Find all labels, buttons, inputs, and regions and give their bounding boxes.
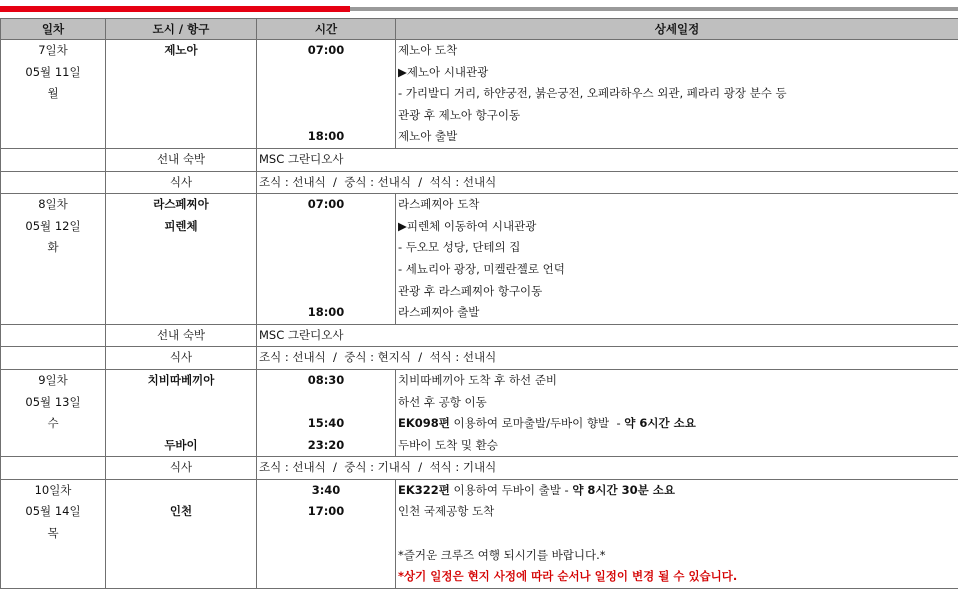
day7-city-cell [106, 40, 257, 149]
day8-main-row [1, 194, 958, 325]
weekday-label: 수 [47, 416, 59, 431]
detail-text: 이용하여 두바이 출발 - [449, 482, 573, 497]
detail-text: 이용하여 로마출발/두바이 향발 - [453, 416, 625, 431]
day-label: 7일차 [38, 43, 68, 57]
time-label [259, 237, 393, 259]
time-label: 3:40 [311, 482, 341, 497]
day7-meal-row [1, 171, 958, 194]
red-bar-segment [0, 6, 350, 12]
day9-detail-cell [396, 369, 958, 456]
stay-value: MSC 그란디오사 [257, 324, 958, 347]
empty-cell [1, 171, 106, 194]
flight-duration: 약 6시간 소요 [624, 416, 696, 431]
detail-line [398, 480, 956, 502]
meal-value: 조식 : 선내식 / 중식 : 선내식 / 석식 : 선내식 [257, 171, 958, 194]
meal-value: 조식 : 선내식 / 중식 : 기내식 / 석식 : 기내식 [257, 457, 958, 480]
detail-line: ▶제노아 시내관광 [398, 64, 489, 79]
day-label: 9일차 [38, 372, 68, 387]
day7-main-row [1, 40, 958, 149]
detail-line: - 가리발디 거리, 하얀궁전, 붉은궁전, 오페라하우스 외관, 페라리 광장 분수 등 [398, 86, 787, 101]
flight-duration: 약 8시간 30분 소요 [572, 482, 675, 497]
city-label: 두바이 [164, 437, 198, 452]
time-label [259, 83, 393, 105]
detail-line: 치비따베끼아 도착 후 하선 준비 [398, 372, 558, 387]
day8-city-cell [106, 194, 257, 325]
date-label: 05월 14일 [25, 504, 81, 519]
detail-line: 관광 후 라스페찌아 항구이동 [398, 283, 543, 298]
flight-number: EK322편 [398, 482, 450, 497]
stay-label: 선내 숙박 [106, 324, 257, 347]
itinerary-table [0, 18, 958, 589]
day9-main-row [1, 369, 958, 456]
detail-line: 하선 후 공항 이동 [398, 394, 487, 409]
empty-cell [1, 457, 106, 480]
day10-city-cell [106, 479, 257, 588]
day9-time-cell [257, 369, 396, 456]
day10-time-cell [257, 479, 396, 588]
gray-bar-segment [350, 7, 958, 11]
day-label: 10일차 [34, 482, 72, 497]
header-day: 일차 [1, 19, 106, 40]
day10-detail-cell [396, 479, 958, 588]
time-label: 08:30 [307, 372, 345, 387]
city-label: 라스페찌아 [153, 197, 209, 212]
detail-line: - 세뇨리아 광장, 미켈란젤로 언덕 [398, 261, 565, 276]
day9-meal-row [1, 457, 958, 480]
disclaimer-note: *상기 일정은 현지 사정에 따라 순서나 일정이 변경 될 수 있습니다. [398, 569, 738, 584]
time-label: 18:00 [307, 129, 345, 144]
time-label: 23:20 [307, 437, 345, 452]
time-label: 18:00 [307, 305, 345, 320]
day8-stay-row [1, 324, 958, 347]
closing-note: *즐거운 크루즈 여행 되시기를 바랍니다.* [398, 547, 606, 562]
day8-day-cell [1, 194, 106, 325]
detail-line: 라스페찌아 출발 [398, 305, 480, 320]
detail-line: 두바이 도착 및 환승 [398, 437, 498, 452]
time-label [259, 62, 393, 84]
meal-label: 식사 [106, 457, 257, 480]
table-header-row [1, 19, 958, 40]
empty-cell [1, 324, 106, 347]
weekday-label: 화 [47, 240, 59, 255]
time-label: 17:00 [307, 504, 345, 519]
weekday-label: 목 [47, 526, 59, 541]
time-label [259, 216, 393, 238]
detail-line [398, 413, 956, 435]
header-city: 도시 / 항구 [106, 19, 257, 40]
day10-main-row [1, 479, 958, 588]
flight-number: EK098편 [398, 416, 450, 431]
time-label: 07:00 [307, 197, 345, 212]
city-label: 제노아 [164, 43, 198, 57]
detail-line: - 두오모 성당, 단테의 집 [398, 240, 521, 255]
city-label: 피렌체 [164, 218, 198, 233]
date-label: 05월 13일 [25, 394, 81, 409]
time-label [259, 259, 393, 281]
detail-line: ▶피렌체 이동하여 시내관광 [398, 218, 537, 233]
time-label [259, 281, 393, 303]
detail-line: 관광 후 제노아 항구이동 [398, 107, 521, 122]
time-label: 15:40 [307, 416, 345, 431]
detail-line: 라스페찌아 도착 [398, 197, 480, 212]
header-detail: 상세일정 [396, 19, 958, 40]
meal-label: 식사 [106, 171, 257, 194]
detail-line: 제노아 출발 [398, 129, 458, 144]
stay-value: MSC 그란디오사 [257, 148, 958, 171]
top-decorative-bar [0, 6, 958, 12]
date-label: 05월 12일 [25, 218, 81, 233]
meal-label: 식사 [106, 347, 257, 370]
empty-cell [1, 148, 106, 171]
day7-time-cell [257, 40, 396, 149]
detail-line: 제노아 도착 [398, 43, 458, 57]
day-label: 8일차 [38, 197, 68, 212]
city-label: 치비따베끼아 [147, 372, 215, 387]
meal-value: 조식 : 선내식 / 중식 : 현지식 / 석식 : 선내식 [257, 347, 958, 370]
time-label: 07:00 [307, 43, 345, 57]
city-label: 인천 [169, 504, 193, 519]
header-time: 시간 [257, 19, 396, 40]
date-label: 05월 11일 [25, 64, 81, 79]
weekday-label: 월 [47, 86, 59, 101]
day8-detail-cell [396, 194, 958, 325]
detail-line: 인천 국제공항 도착 [398, 504, 495, 519]
day7-detail-cell [396, 40, 958, 149]
day8-time-cell [257, 194, 396, 325]
empty-cell [1, 347, 106, 370]
day9-city-cell [106, 369, 257, 456]
day7-day-cell [1, 40, 106, 149]
day9-day-cell [1, 369, 106, 456]
time-label [259, 105, 393, 127]
day10-day-cell [1, 479, 106, 588]
stay-label: 선내 숙박 [106, 148, 257, 171]
day8-meal-row [1, 347, 958, 370]
day7-stay-row [1, 148, 958, 171]
